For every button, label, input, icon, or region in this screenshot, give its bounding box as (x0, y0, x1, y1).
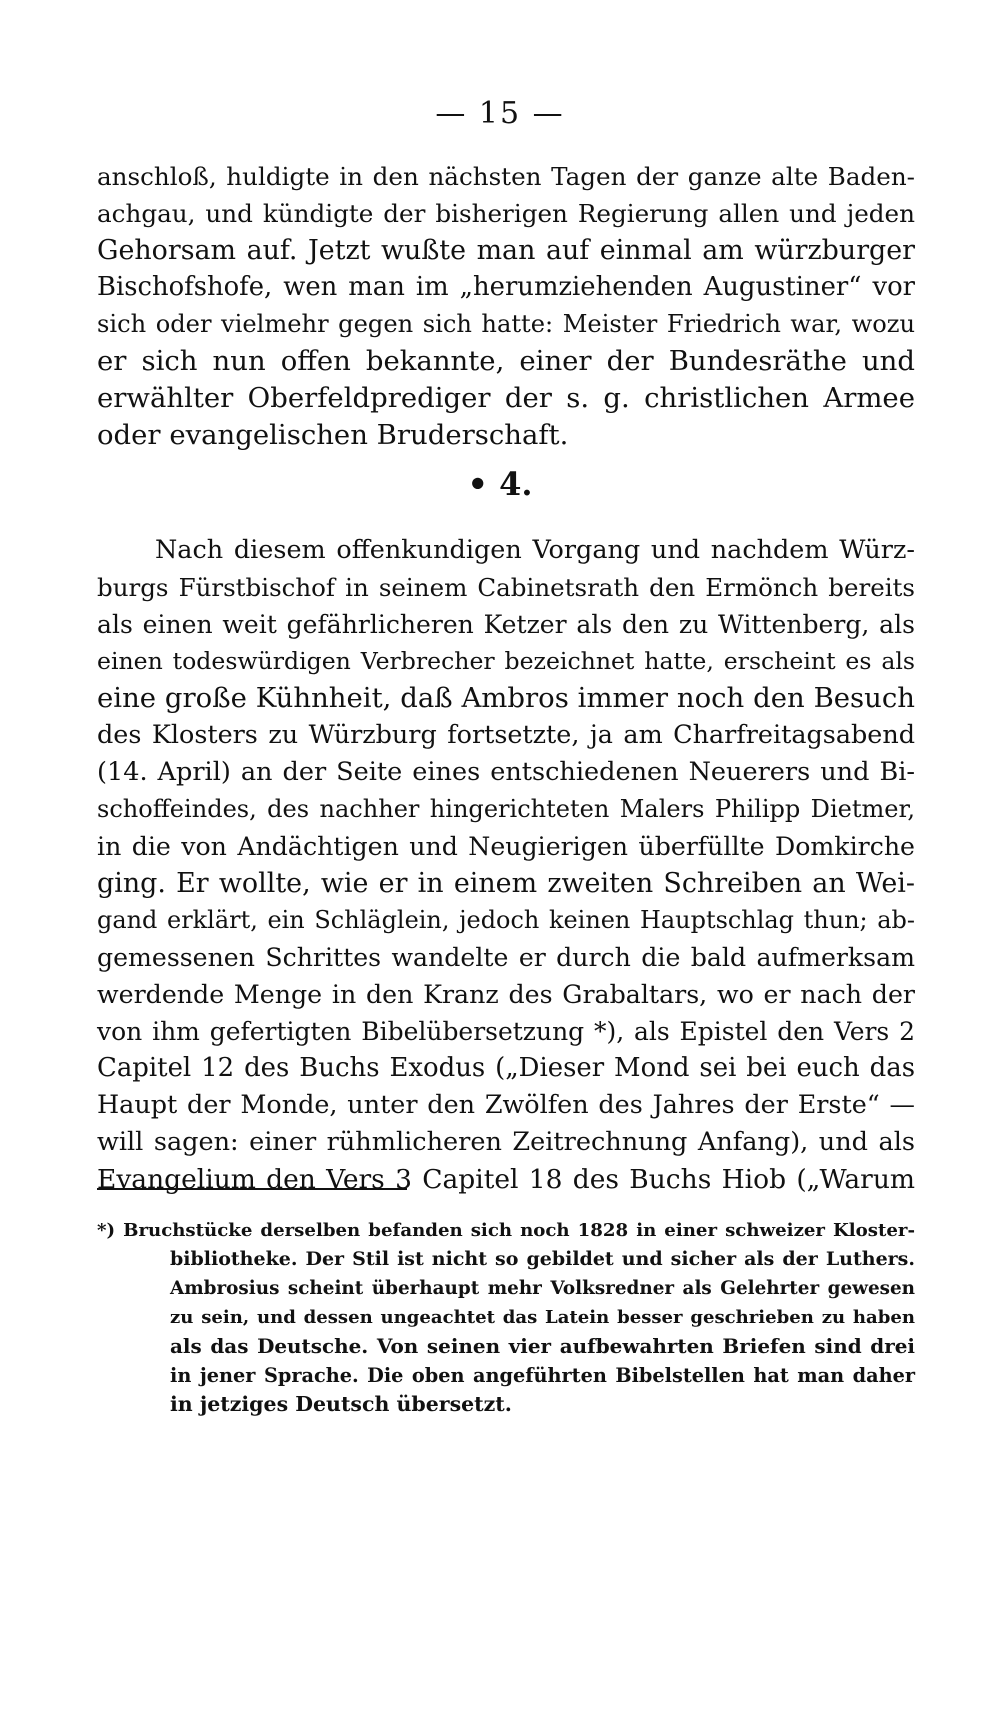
footnote-line: in jetziges Deutsch übersetzt. (170, 1392, 512, 1416)
text-line: Evangelium den Vers 3 Capitel 18 des Buchs Hiob („Warum (97, 1164, 915, 1195)
text-line: sich oder vielmehr gegen sich hatte: Meister Friedrich war, wozu (97, 310, 915, 338)
footnote-divider (97, 1188, 407, 1190)
footnote (97, 1216, 915, 1419)
text-line: des Klosters zu Würzburg fortsetzte, ja am Charfreitagsabend (97, 720, 915, 750)
text-line: will sagen: einer rühmlicheren Zeitrechnung Anfang), und als (97, 1127, 915, 1157)
text-line: Bischofshofe, wen man im „herumziehenden Augustiner“ vor (97, 272, 915, 302)
text-line: anschloß, huldigte in den nächsten Tagen der ganze alte Baden- (97, 162, 915, 191)
footnote-line: *) Bruchstücke derselben befanden sich noch 1828 in einer schweizer Kloster- (97, 1220, 915, 1241)
text-line: in die von Andächtigen und Neugierigen überfüllte Domkirche (97, 832, 915, 861)
footnote-line: bibliotheke. Der Stil ist nicht so gebildet und sicher als der Luthers. (170, 1248, 915, 1270)
text-line: gemessenen Schrittes wandelte er durch die bald aufmerksam (97, 943, 915, 972)
footnote-line: in jener Sprache. Die oben angeführten Bibelstellen hat man daher (170, 1364, 915, 1387)
text-line: von ihm gefertigten Bibelübersetzung *), als Epistel den Vers 2 (97, 1017, 915, 1046)
text-line: eine große Kühnheit, daß Ambros immer noch den Besuch (97, 682, 915, 714)
footnote-line: Ambrosius scheint überhaupt mehr Volksredner als Gelehrter gewesen (170, 1278, 915, 1299)
text-line: gand erklärt, ein Schläglein, jedoch keinen Hauptschlag thun; ab- (97, 906, 915, 934)
text-line: oder evangelischen Bruderschaft. (97, 419, 569, 451)
section-heading: • 4. (467, 465, 533, 503)
text-line: Haupt der Monde, unter den Zwölfen des Jahres der Erste“ — (97, 1090, 915, 1120)
text-line: ging. Er wollte, wie er in einem zweiten Schreiben an Wei- (97, 868, 915, 899)
footnote-line: als das Deutsche. Von seinen vier aufbewahrten Briefen sind drei (170, 1334, 915, 1358)
text-line: achgau, und kündigte der bisherigen Regierung allen und jeden (97, 199, 915, 228)
text-line: werdende Menge in den Kranz des Grabaltars, wo er nach der (97, 980, 915, 1009)
text-line: erwählter Oberfeldprediger der s. g. christlichen Armee (97, 382, 915, 414)
text-line: schoffeindes, des nachher hingerichteten Malers Philipp Dietmer, (97, 795, 915, 823)
text-line: einen todeswürdigen Verbrecher bezeichnet hatte, erscheint es als (97, 647, 915, 675)
text-line: Gehorsam auf. Jetzt wußte man auf einmal am würzburger (97, 235, 915, 266)
paragraph-section-4 (97, 532, 915, 1198)
page-number: — 15 — (435, 96, 565, 131)
text-line: Capitel 12 des Buchs Exodus („Dieser Mond sei bei euch das (97, 1053, 915, 1083)
text-line: (14. April) an der Seite eines entschiedenen Neuerers und Bi- (97, 757, 915, 787)
text-line: er sich nun offen bekannte, einer der Bundesräthe und (97, 345, 915, 377)
paragraph-continuation (97, 158, 915, 454)
footnote-line: zu sein, und dessen ungeachtet das Latein besser geschrieben zu haben (170, 1307, 915, 1328)
text-line: Nach diesem offenkundigen Vorgang und nachdem Würz- (155, 535, 915, 565)
text-line: als einen weit gefährlicheren Ketzer als den zu Wittenberg, als (97, 610, 915, 639)
text-line: burgs Fürstbischof in seinem Cabinetsrath den Ermönch bereits (97, 573, 915, 602)
